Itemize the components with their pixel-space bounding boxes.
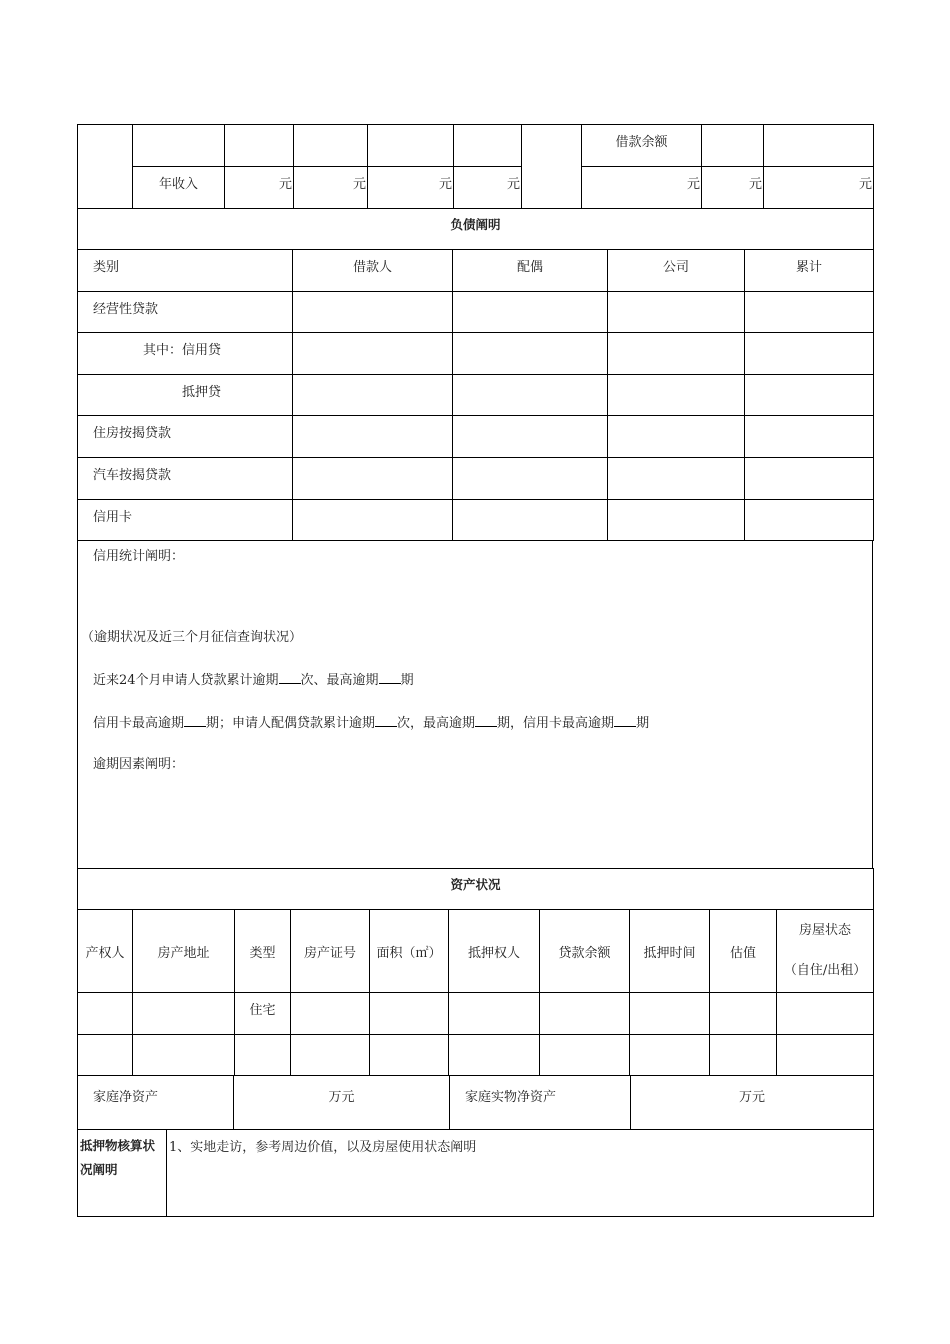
input-cell[interactable]: [608, 499, 745, 541]
input-cell[interactable]: [608, 291, 745, 333]
input-cell[interactable]: [630, 993, 710, 1035]
input-cell[interactable]: [630, 1034, 710, 1076]
liabilities-title: 负债阐明: [78, 209, 874, 250]
assets-table: [77, 868, 874, 1076]
property-type: 住宅: [235, 993, 291, 1035]
loan-balance-label: 借款余额: [582, 125, 702, 167]
col-type: 类型: [235, 910, 291, 993]
input-cell[interactable]: [745, 374, 874, 416]
input-cell[interactable]: [293, 457, 453, 499]
input-cell[interactable]: [453, 374, 608, 416]
unit-yuan: 元: [368, 167, 454, 209]
input-cell[interactable]: [608, 374, 745, 416]
credit-statement[interactable]: [78, 541, 873, 869]
input-cell[interactable]: [293, 499, 453, 541]
table-row: [78, 993, 874, 1035]
collateral-table: [77, 1129, 874, 1217]
table-row: [78, 333, 874, 375]
col-mortgagee: 抵押权人: [449, 910, 540, 993]
input-cell[interactable]: [540, 1034, 630, 1076]
application-form: [77, 124, 873, 1217]
row-label: 住房按揭贷款: [78, 416, 293, 458]
table-row: [78, 1034, 874, 1076]
credit-title: 信用统计阐明：: [93, 549, 185, 565]
blank-cell[interactable]: [702, 125, 764, 167]
input-cell[interactable]: [453, 416, 608, 458]
col-total: 累计: [745, 250, 874, 292]
collateral-note[interactable]: 1、实地走访，参考周边价值，以及房屋使用状态阐明: [167, 1130, 874, 1217]
unit-yuan: 元: [454, 167, 522, 209]
blank-cell[interactable]: [454, 125, 522, 167]
table-row: [78, 291, 874, 333]
unit-yuan: 元: [225, 167, 294, 209]
input-cell[interactable]: [449, 993, 540, 1035]
input-cell[interactable]: [133, 1034, 235, 1076]
col-cert-no: 房产证号: [291, 910, 370, 993]
card-overdue-blank[interactable]: [184, 712, 206, 727]
input-cell[interactable]: [78, 993, 133, 1035]
input-cell[interactable]: [293, 374, 453, 416]
status-note: （自住/出租）: [783, 963, 867, 979]
input-cell[interactable]: [291, 993, 370, 1035]
blank-cell[interactable]: [133, 125, 225, 167]
input-cell[interactable]: [777, 993, 874, 1035]
blank-cell[interactable]: [78, 125, 133, 209]
credit-statement-table: [77, 540, 873, 869]
blank-cell[interactable]: [294, 125, 368, 167]
input-cell[interactable]: [370, 1034, 449, 1076]
blank-cell[interactable]: [225, 125, 294, 167]
unit-yuan: 元: [294, 167, 368, 209]
input-cell[interactable]: [370, 993, 449, 1035]
blank-cell[interactable]: [522, 125, 582, 209]
input-cell[interactable]: [710, 993, 777, 1035]
input-cell[interactable]: [293, 416, 453, 458]
net-assets-table: [77, 1075, 874, 1130]
status-label: 房屋状态: [799, 923, 852, 939]
input-cell[interactable]: [745, 333, 874, 375]
input-cell[interactable]: [710, 1034, 777, 1076]
liabilities-header-row: [78, 250, 874, 292]
household-net-label: 家庭净资产: [78, 1076, 234, 1130]
col-owner: 产权人: [78, 910, 133, 993]
input-cell[interactable]: [449, 1034, 540, 1076]
spouse-overdue-blank[interactable]: [375, 712, 397, 727]
row-label: 汽车按揭贷款: [78, 457, 293, 499]
input-cell[interactable]: [608, 333, 745, 375]
household-net-unit[interactable]: 万元: [234, 1076, 450, 1130]
unit-yuan: 元: [582, 167, 702, 209]
table-row: [78, 457, 874, 499]
unit-yuan: 元: [702, 167, 764, 209]
input-cell[interactable]: [235, 1034, 291, 1076]
income-row-2: [78, 167, 874, 209]
spouse-max-overdue-blank[interactable]: [475, 712, 497, 727]
input-cell[interactable]: [291, 1034, 370, 1076]
input-cell[interactable]: [453, 499, 608, 541]
table-row: [78, 416, 874, 458]
spouse-card-overdue-blank[interactable]: [614, 712, 636, 727]
credit-line-2: 信用卡最高逾期 期；申请人配偶贷款累计逾期 次，最高逾期 期，信用卡最高逾期 期: [93, 712, 872, 734]
input-cell[interactable]: [293, 291, 453, 333]
input-cell[interactable]: [745, 291, 874, 333]
col-valuation: 估值: [710, 910, 777, 993]
col-mortgage-time: 抵押时间: [630, 910, 710, 993]
input-cell[interactable]: [745, 499, 874, 541]
input-cell[interactable]: [608, 457, 745, 499]
physical-net-unit[interactable]: 万元: [631, 1076, 874, 1130]
input-cell[interactable]: [745, 416, 874, 458]
col-borrower: 借款人: [293, 250, 453, 292]
row-label: 经营性贷款: [78, 291, 293, 333]
input-cell[interactable]: [453, 291, 608, 333]
table-row: [78, 499, 874, 541]
input-cell[interactable]: [777, 1034, 874, 1076]
row-label: 信用卡: [78, 499, 293, 541]
input-cell[interactable]: [453, 457, 608, 499]
overdue-reason-label: 逾期因素阐明：: [93, 757, 185, 773]
col-loan-balance: 贷款余额: [540, 910, 630, 993]
col-address: 房产地址: [133, 910, 235, 993]
col-status: [777, 910, 874, 993]
collateral-label: 抵押物核算状况阐明: [78, 1130, 167, 1217]
col-spouse: 配偶: [453, 250, 608, 292]
max-overdue-blank[interactable]: [379, 669, 401, 684]
row-label: 其中：信用贷: [78, 333, 293, 375]
assets-title: 资产状况: [78, 869, 874, 910]
annual-income-label: 年收入: [133, 167, 225, 209]
credit-line-1: 近来24个月申请人贷款累计逾期 次、最高逾期 期: [93, 669, 872, 691]
overdue-count-blank[interactable]: [279, 669, 301, 684]
col-category: 类别: [78, 250, 293, 292]
unit-yuan: 元: [764, 167, 874, 209]
blank-cell[interactable]: [764, 125, 874, 167]
credit-subtitle: （逾期状况及近三个月征信查询状况）: [81, 630, 303, 646]
physical-net-label: 家庭实物净资产: [450, 1076, 631, 1130]
input-cell[interactable]: [540, 993, 630, 1035]
row-label: 抵押贷: [78, 374, 293, 416]
input-cell[interactable]: [133, 993, 235, 1035]
input-cell[interactable]: [78, 1034, 133, 1076]
input-cell[interactable]: [745, 457, 874, 499]
table-row: [78, 374, 874, 416]
input-cell[interactable]: [608, 416, 745, 458]
income-table: [77, 124, 874, 209]
input-cell[interactable]: [453, 333, 608, 375]
col-company: 公司: [608, 250, 745, 292]
income-row-1: [78, 125, 874, 167]
liabilities-table: [77, 208, 874, 541]
blank-cell[interactable]: [368, 125, 454, 167]
col-area: 面积（㎡）: [370, 910, 449, 993]
input-cell[interactable]: [293, 333, 453, 375]
assets-header-row: [78, 910, 874, 993]
